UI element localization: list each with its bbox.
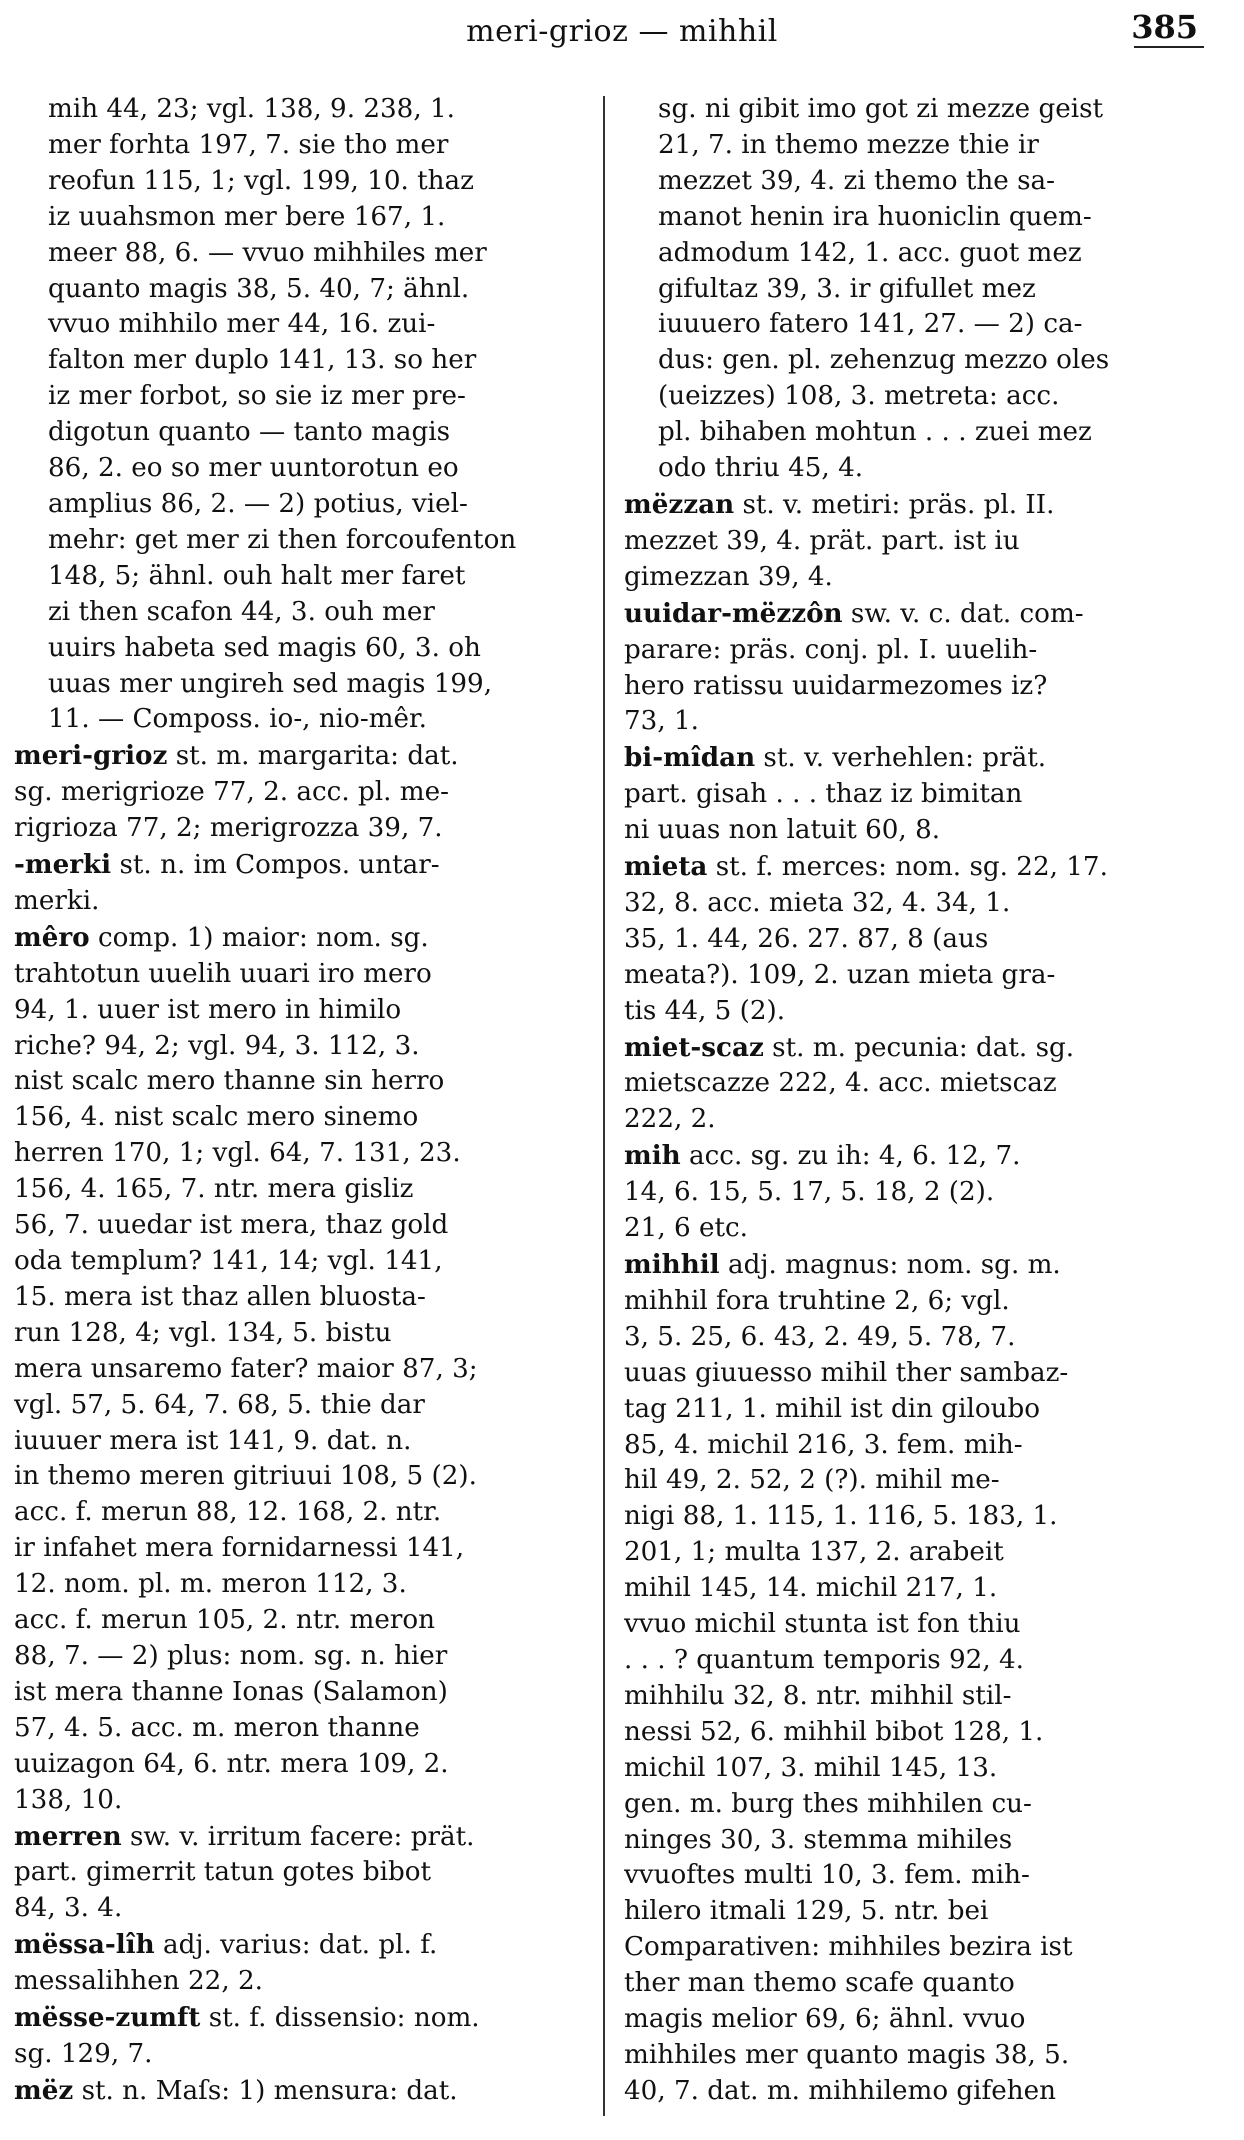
entry-line: messalihhen 22, 2.	[14, 1966, 263, 1997]
entry-line: mih acc. sg. zu ih: 4, 6. 12, 7.	[624, 1140, 1021, 1172]
page-number: 385	[1131, 8, 1198, 46]
entry-line: gen. m. burg thes mihhilen cu-	[624, 1788, 1032, 1819]
entry-line: sg. merigrioze 77, 2. acc. pl. me-	[14, 777, 449, 808]
headword: mihhil	[624, 1249, 720, 1280]
entry-line: 35, 1. 44, 26. 27. 87, 8 (aus	[624, 923, 989, 954]
entry-line: iuuuer mera ist 141, 9. dat. n.	[14, 1425, 412, 1456]
entry-line: hil 49, 2. 52, 2 (?). mihil me-	[624, 1465, 1000, 1496]
dictionary-entry	[624, 1030, 1192, 1139]
entry-line: gimezzan 39, 4.	[624, 561, 833, 592]
entry-line: 57, 4. 5. acc. m. meron thanne	[14, 1712, 420, 1743]
entry-line: 88, 7. — 2) plus: nom. sg. n. hier	[14, 1640, 448, 1671]
entry-line: vvuo michil stunta ist fon thiu	[624, 1609, 1021, 1640]
entry-line: mihil 145, 14. michil 217, 1.	[624, 1573, 998, 1604]
entry-line: sg. 129, 7.	[14, 2038, 153, 2069]
entry-line: mihhiles mer quanto magis 38, 5.	[624, 2039, 1070, 2070]
column-divider	[603, 96, 605, 2116]
entry-line: mihhilu 32, 8. ntr. mihhil stil-	[624, 1680, 1012, 1711]
entry-line: amplius 86, 2. — 2) potius, viel-	[48, 488, 468, 519]
entry-line: reofun 115, 1; vgl. 199, 10. thaz	[48, 165, 474, 196]
entry-line: tis 44, 5 (2).	[624, 995, 786, 1026]
dictionary-entry	[624, 1138, 1192, 1247]
entry-line: mer forhta 197, 7. sie tho mer	[48, 129, 449, 160]
entry-line: nigi 88, 1. 115, 1. 116, 5. 183, 1.	[624, 1501, 1058, 1532]
entry-line: miet-scaz st. m. pecunia: dat. sg.	[624, 1031, 1075, 1063]
entry-line: -merki st. n. im Compos. untar-	[14, 849, 440, 881]
entry-line: iz uuahsmon mer bere 167, 1.	[48, 201, 446, 232]
entry-line: ir infahet mera fornidarnessi 141,	[14, 1533, 465, 1564]
entry-line: mezzet 39, 4. prät. part. ist iu	[624, 525, 1020, 556]
entry-line: 222, 2.	[624, 1104, 716, 1135]
entry-line: 84, 3. 4.	[14, 1893, 123, 1924]
headword: mih	[624, 1140, 681, 1172]
entry-line: hilero itmali 129, 5. ntr. bei	[624, 1896, 989, 1927]
headword: miet-scaz	[624, 1031, 764, 1063]
headword: mësse-zumft	[14, 2002, 201, 2034]
left-column	[14, 92, 586, 2132]
entry-line: nessi 52, 6. mihhil bibot 128, 1.	[624, 1716, 1044, 1747]
entry-line: mihhil fora truhtine 2, 6; vgl.	[624, 1285, 1010, 1316]
dictionary-entry	[14, 738, 586, 847]
headword: uuidar-mëzzôn	[624, 597, 843, 629]
entry-line: vvuo mihhilo mer 44, 16. zui-	[48, 309, 436, 340]
entry-line: gifultaz 39, 3. ir gifullet mez	[658, 273, 1036, 304]
headword: mieta	[624, 851, 708, 883]
entry-line: merren sw. v. irritum facere: prät.	[14, 1820, 475, 1852]
entry-line: quanto magis 38, 5. 40, 7; ähnl.	[48, 273, 470, 304]
entry-line: 85, 4. michil 216, 3. fem. mih-	[624, 1429, 1023, 1460]
entry-line: run 128, 4; vgl. 134, 5. bistu	[14, 1317, 392, 1348]
entry-continuation	[624, 92, 1192, 487]
entry-line: zi then scafon 44, 3. ouh mer	[48, 596, 435, 627]
entry-line: mëz st. n. Maſs: 1) mensura: dat.	[14, 2074, 458, 2106]
entry-line: 32, 8. acc. mieta 32, 4. 34, 1.	[624, 887, 1011, 918]
entry-line: hero ratissu uuidarmezomes iz?	[624, 670, 1048, 701]
entry-line: 14, 6. 15, 5. 17, 5. 18, 2 (2).	[624, 1177, 995, 1208]
entry-line: 86, 2. eo so mer uuntorotun eo	[48, 453, 459, 484]
entry-line: mihhil adj. magnus: nom. sg. m.	[624, 1249, 1061, 1280]
dictionary-entry	[624, 740, 1192, 849]
dictionary-entry	[14, 2073, 586, 2110]
entry-line: mësse-zumft st. f. dissensio: nom.	[14, 2002, 480, 2034]
entry-line: mietscazze 222, 4. acc. mietscaz	[624, 1068, 1057, 1099]
entry-line: ni uuas non latuit 60, 8.	[624, 815, 941, 846]
entry-line: tag 211, 1. mihil ist din giloubo	[624, 1393, 1040, 1424]
entry-line: bi-mîdan st. v. verhehlen: prät.	[624, 742, 1047, 774]
dictionary-entry	[624, 487, 1192, 596]
entry-line: herren 170, 1; vgl. 64, 7. 131, 23.	[14, 1138, 461, 1169]
entry-line: oda templum? 141, 14; vgl. 141,	[14, 1246, 443, 1276]
entry-line: riche? 94, 2; vgl. 94, 3. 112, 3.	[14, 1030, 420, 1061]
entry-line: mieta st. f. merces: nom. sg. 22, 17.	[624, 851, 1108, 883]
entry-line: in themo meren gitriuui 108, 5 (2).	[14, 1461, 477, 1492]
entry-line: dus: gen. pl. zehenzug mezzo oles	[658, 345, 1110, 376]
entry-line: manot henin ira huoniclin quem-	[658, 201, 1092, 232]
entry-line: uuirs habeta sed magis 60, 3. oh	[48, 632, 481, 663]
entry-line: mêro comp. 1) maior: nom. sg.	[14, 921, 429, 953]
entry-line: rigrioza 77, 2; merigrozza 39, 7.	[14, 813, 443, 844]
entry-line: nist scalc mero thanne sin herro	[14, 1066, 445, 1097]
entry-line: mezzet 39, 4. zi themo the sa-	[658, 165, 1055, 196]
entry-line: parare: präs. conj. pl. I. uuelih-	[624, 634, 1038, 665]
entry-line: 11. — Composs. io-, nio-mêr.	[48, 704, 427, 735]
entry-line: meata?). 109, 2. uzan mieta gra-	[624, 959, 1056, 990]
entry-line: 12. nom. pl. m. meron 112, 3.	[14, 1569, 407, 1600]
entry-line: digotun quanto — tanto magis	[48, 417, 451, 448]
page-header	[0, 0, 1244, 76]
entry-line: odo thriu 45, 4.	[658, 453, 864, 484]
entry-line: ist mera thanne Ionas (Salamon)	[14, 1676, 448, 1707]
entry-line: 201, 1; multa 137, 2. arabeit	[624, 1537, 1004, 1568]
entry-line: 56, 7. uuedar ist mera, thaz gold	[14, 1210, 449, 1241]
entry-line: iz mer forbot, so sie iz mer pre-	[48, 381, 466, 412]
headword: mëzzan	[624, 488, 735, 520]
entry-line: magis melior 69, 6; ähnl. vvuo	[624, 2004, 1026, 2035]
entry-line: meer 88, 6. — vvuo mihhiles mer	[48, 237, 487, 268]
entry-line: mera unsaremo fater? maior 87, 3;	[14, 1353, 478, 1384]
entry-line: uuizagon 64, 6. ntr. mera 109, 2.	[14, 1748, 449, 1779]
entry-line: 94, 1. uuer ist mero in himilo	[14, 994, 402, 1025]
entry-line: falton mer duplo 141, 13. so her	[48, 345, 477, 376]
entry-line: merki.	[14, 885, 100, 916]
entry-line: admodum 142, 1. acc. guot mez	[658, 237, 1082, 268]
entry-line: . . . ? quantum temporis 92, 4.	[624, 1644, 1024, 1675]
dictionary-entry	[624, 596, 1192, 741]
headword: mëssa-lîh	[14, 1929, 155, 1961]
entry-line: uuas mer ungireh sed magis 199,	[48, 668, 493, 699]
entry-line: uuidar-mëzzôn sw. v. c. dat. com-	[624, 597, 1084, 629]
running-title: meri-grioz — mihhil	[466, 14, 778, 49]
dictionary-entry	[14, 920, 586, 1819]
entry-line: iuuuero fatero 141, 27. — 2) ca-	[658, 309, 1083, 340]
entry-line: uuas giuuesso mihil ther sambaz-	[624, 1357, 1069, 1388]
headword: mêro	[14, 921, 90, 953]
headword: merren	[14, 1820, 122, 1852]
entry-line: meri-grioz st. m. margarita: dat.	[14, 740, 459, 772]
entry-continuation	[14, 92, 586, 738]
headword: meri-grioz	[14, 740, 168, 772]
entry-line: ninges 30, 3. stemma mihiles	[624, 1824, 1013, 1855]
entry-line: 148, 5; ähnl. ouh halt mer faret	[48, 560, 466, 591]
right-column	[624, 92, 1192, 2132]
entry-line: mehr: get mer zi then forcoufenton	[48, 524, 517, 555]
entry-line: mëzzan st. v. metiri: präs. pl. II.	[624, 488, 1055, 520]
entry-line: 40, 7. dat. m. mihhilemo gifehen	[624, 2075, 1056, 2106]
dictionary-entry	[14, 2000, 586, 2073]
entry-line: 156, 4. nist scalc mero sinemo	[14, 1102, 419, 1133]
headword: mëz	[14, 2074, 74, 2106]
entry-line: 73, 1.	[624, 706, 699, 737]
dictionary-entry	[624, 1247, 1192, 2110]
entry-line: trahtotun uuelih uuari iro mero	[14, 958, 432, 989]
entry-line: vgl. 57, 5. 64, 7. 68, 5. thie dar	[14, 1389, 425, 1420]
entry-line: 156, 4. 165, 7. ntr. mera gisliz	[14, 1174, 414, 1205]
dictionary-entry	[14, 1819, 586, 1928]
dictionary-entry	[14, 847, 586, 920]
page-number-rule	[1134, 46, 1204, 48]
entry-line: michil 107, 3. mihil 145, 13.	[624, 1752, 998, 1783]
entry-line: acc. f. merun 105, 2. ntr. meron	[14, 1605, 436, 1636]
entry-line: mih 44, 23; vgl. 138, 9. 238, 1.	[48, 94, 455, 124]
entry-line: sg. ni gibit imo got zi mezze geist	[658, 94, 1104, 124]
dictionary-entry	[624, 849, 1192, 1030]
entry-line: 21, 6 etc.	[624, 1213, 748, 1244]
headword: bi-mîdan	[624, 742, 756, 774]
headword: -merki	[14, 849, 112, 881]
entry-line: 15. mera ist thaz allen bluosta-	[14, 1281, 426, 1312]
entry-line: mëssa-lîh adj. varius: dat. pl. f.	[14, 1929, 438, 1961]
dictionary-entry	[14, 1927, 586, 2000]
entry-line: Comparativen: mihhiles bezira ist	[624, 1932, 1073, 1963]
entry-line: part. gimerrit tatun gotes bibot	[14, 1857, 432, 1888]
entry-line: ther man themo scafe quanto	[624, 1968, 1015, 1999]
entry-line: acc. f. merun 88, 12. 168, 2. ntr.	[14, 1497, 442, 1528]
entry-line: 3, 5. 25, 6. 43, 2. 49, 5. 78, 7.	[624, 1321, 1016, 1352]
entry-line: 138, 10.	[14, 1784, 123, 1815]
entry-line: pl. bihaben mohtun . . . zuei mez	[658, 417, 1092, 448]
entry-line: part. gisah . . . thaz iz bimitan	[624, 779, 1023, 810]
entry-line: 21, 7. in themo mezze thie ir	[658, 129, 1039, 160]
entry-line: (ueizzes) 108, 3. metreta: acc.	[658, 381, 1060, 412]
entry-line: vvuoftes multi 10, 3. fem. mih-	[624, 1860, 1030, 1891]
